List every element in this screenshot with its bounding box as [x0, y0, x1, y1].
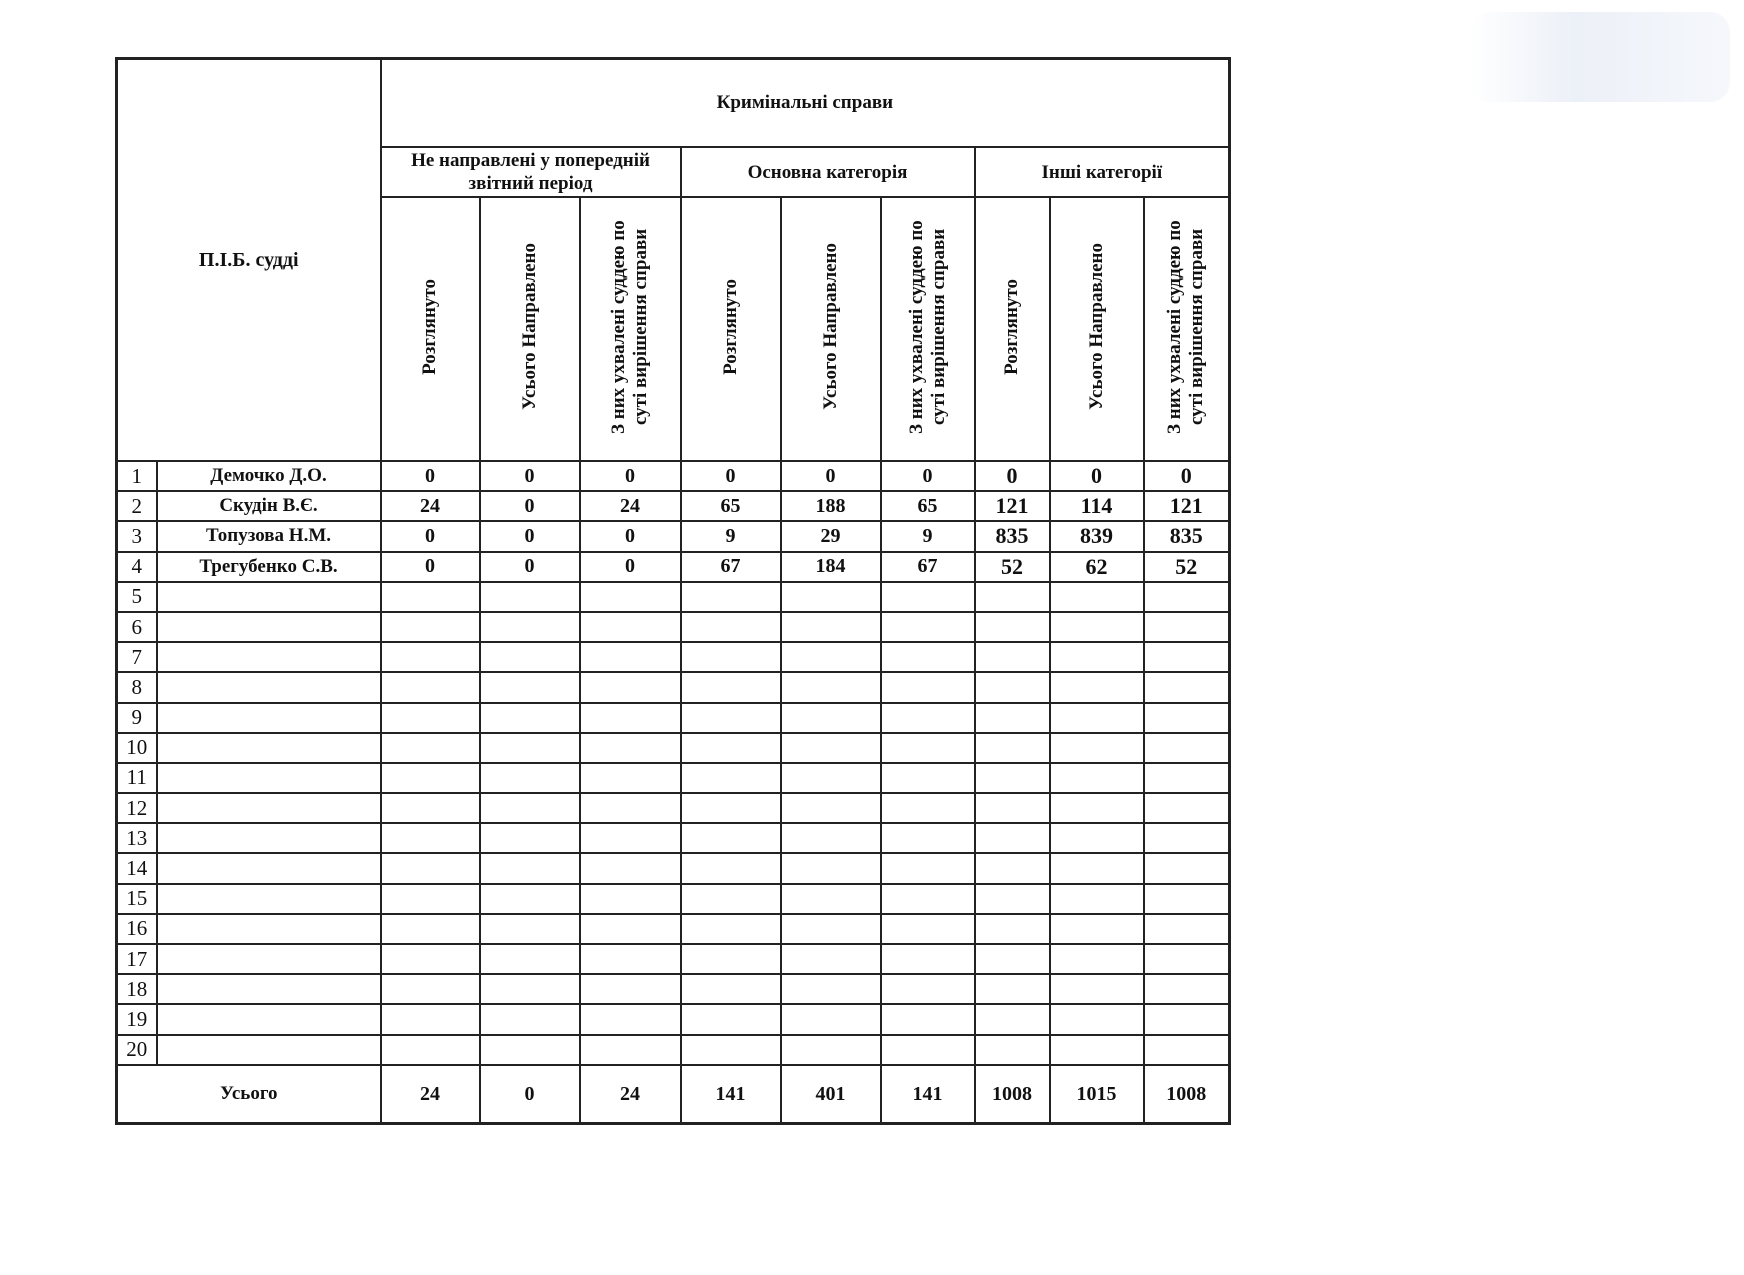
value-cell: [681, 703, 781, 733]
value-cell: [781, 884, 881, 914]
value-cell: 52: [975, 552, 1050, 582]
value-cell: 67: [881, 552, 975, 582]
judge-name: [157, 642, 381, 672]
row-number: 6: [117, 612, 157, 642]
value-cell: [381, 612, 480, 642]
subcolumn-header: Розглянуто: [975, 197, 1050, 461]
table-row: [117, 763, 1230, 793]
judge-name: [157, 672, 381, 702]
group-header-not-sent: Не направлені у попередній звітний період: [381, 147, 681, 197]
value-cell: [480, 582, 580, 612]
value-cell: [580, 703, 681, 733]
value-cell: [580, 733, 681, 763]
value-cell: 9: [881, 521, 975, 551]
value-cell: [381, 642, 480, 672]
value-cell: [681, 974, 781, 1004]
value-cell: [881, 853, 975, 883]
value-cell: [881, 763, 975, 793]
value-cell: [1050, 793, 1144, 823]
judge-name: [157, 823, 381, 853]
value-cell: [1050, 944, 1144, 974]
value-cell: 62: [1050, 552, 1144, 582]
value-cell: [580, 612, 681, 642]
value-cell: 0: [580, 521, 681, 551]
judge-name: [157, 1004, 381, 1034]
value-cell: [781, 703, 881, 733]
judge-name: [157, 944, 381, 974]
value-cell: [381, 793, 480, 823]
value-cell: [1050, 642, 1144, 672]
value-cell: 0: [381, 552, 480, 582]
row-number: 18: [117, 974, 157, 1004]
value-cell: [1050, 853, 1144, 883]
value-cell: 839: [1050, 521, 1144, 551]
value-cell: [580, 672, 681, 702]
value-cell: [881, 733, 975, 763]
value-cell: [881, 823, 975, 853]
value-cell: [781, 612, 881, 642]
value-cell: [480, 944, 580, 974]
table-row: [117, 733, 1230, 763]
value-cell: 0: [681, 461, 781, 491]
judge-name: [157, 974, 381, 1004]
value-cell: [580, 853, 681, 883]
value-cell: [1144, 974, 1230, 1004]
total-cell: 1008: [1144, 1065, 1230, 1124]
value-cell: [1144, 944, 1230, 974]
total-cell: 24: [381, 1065, 480, 1124]
value-cell: [1050, 612, 1144, 642]
value-cell: 0: [381, 461, 480, 491]
value-cell: 24: [580, 491, 681, 521]
value-cell: [381, 1035, 480, 1065]
value-cell: [1050, 884, 1144, 914]
value-cell: [975, 823, 1050, 853]
value-cell: [681, 914, 781, 944]
value-cell: 0: [480, 461, 580, 491]
total-cell: 0: [480, 1065, 580, 1124]
value-cell: [1050, 1035, 1144, 1065]
total-cell: 141: [881, 1065, 975, 1124]
value-cell: [381, 582, 480, 612]
row-number: 1: [117, 461, 157, 491]
value-cell: [681, 793, 781, 823]
value-cell: [381, 733, 480, 763]
value-cell: [580, 823, 681, 853]
value-cell: [881, 793, 975, 823]
value-cell: [781, 944, 881, 974]
row-number: 20: [117, 1035, 157, 1065]
value-cell: 24: [381, 491, 480, 521]
value-cell: [480, 974, 580, 1004]
row-number: 17: [117, 944, 157, 974]
judge-name: Демочко Д.О.: [157, 461, 381, 491]
value-cell: 65: [681, 491, 781, 521]
row-number: 15: [117, 884, 157, 914]
value-cell: [781, 793, 881, 823]
value-cell: [1050, 1004, 1144, 1034]
value-cell: [480, 612, 580, 642]
value-cell: [781, 763, 881, 793]
value-cell: [1144, 823, 1230, 853]
judge-name: [157, 703, 381, 733]
value-cell: [781, 1004, 881, 1034]
value-cell: [881, 1004, 975, 1034]
value-cell: [681, 853, 781, 883]
total-cell: 1008: [975, 1065, 1050, 1124]
value-cell: [1144, 733, 1230, 763]
judge-name: Топузова Н.М.: [157, 521, 381, 551]
judges-criminal-cases-table: [115, 57, 1231, 1125]
value-cell: [1050, 703, 1144, 733]
value-cell: [381, 944, 480, 974]
value-cell: 9: [681, 521, 781, 551]
value-cell: [580, 914, 681, 944]
value-cell: [381, 703, 480, 733]
value-cell: [480, 914, 580, 944]
value-cell: [975, 763, 1050, 793]
value-cell: [580, 1004, 681, 1034]
value-cell: [881, 884, 975, 914]
value-cell: [975, 1035, 1050, 1065]
value-cell: [580, 884, 681, 914]
value-cell: [1144, 1035, 1230, 1065]
judge-name: [157, 582, 381, 612]
value-cell: 0: [1144, 461, 1230, 491]
value-cell: [1050, 582, 1144, 612]
subcolumn-header: Усього Направлено: [781, 197, 881, 461]
table-row: [117, 944, 1230, 974]
value-cell: 835: [1144, 521, 1230, 551]
subcolumn-header: Розглянуто: [381, 197, 480, 461]
subcolumn-header: Усього Направлено: [1050, 197, 1144, 461]
value-cell: [1144, 582, 1230, 612]
table-row: [117, 884, 1230, 914]
value-cell: [681, 944, 781, 974]
value-cell: [580, 974, 681, 1004]
table-row: [117, 612, 1230, 642]
judge-name: [157, 884, 381, 914]
table-row: [117, 914, 1230, 944]
value-cell: [781, 823, 881, 853]
value-cell: [975, 944, 1050, 974]
judge-name: [157, 914, 381, 944]
value-cell: [975, 853, 1050, 883]
table-row: [117, 1004, 1230, 1034]
value-cell: [480, 1035, 580, 1065]
value-cell: 29: [781, 521, 881, 551]
judge-name: [157, 793, 381, 823]
value-cell: [381, 672, 480, 702]
value-cell: 0: [781, 461, 881, 491]
value-cell: [681, 823, 781, 853]
row-number: 19: [117, 1004, 157, 1034]
value-cell: [1144, 703, 1230, 733]
value-cell: 114: [1050, 491, 1144, 521]
value-cell: [381, 974, 480, 1004]
value-cell: [1144, 853, 1230, 883]
table-row: [117, 974, 1230, 1004]
table-row: [117, 793, 1230, 823]
table-row: [117, 552, 1230, 582]
value-cell: [975, 703, 1050, 733]
table-row: [117, 1035, 1230, 1065]
value-cell: 52: [1144, 552, 1230, 582]
value-cell: [681, 642, 781, 672]
value-cell: [681, 763, 781, 793]
value-cell: [781, 914, 881, 944]
value-cell: 0: [881, 461, 975, 491]
table-row: [117, 521, 1230, 551]
value-cell: [1144, 1004, 1230, 1034]
value-cell: [975, 582, 1050, 612]
judge-name: [157, 763, 381, 793]
value-cell: [975, 884, 1050, 914]
value-cell: [480, 703, 580, 733]
value-cell: [1144, 763, 1230, 793]
value-cell: [881, 944, 975, 974]
value-cell: [480, 733, 580, 763]
table-row: [117, 582, 1230, 612]
row-number: 7: [117, 642, 157, 672]
value-cell: 65: [881, 491, 975, 521]
value-cell: [881, 672, 975, 702]
table-row: [117, 823, 1230, 853]
value-cell: [1144, 672, 1230, 702]
row-number: 11: [117, 763, 157, 793]
total-label: Усього: [117, 1065, 381, 1124]
value-cell: 184: [781, 552, 881, 582]
judge-name: [157, 1035, 381, 1065]
value-cell: [381, 823, 480, 853]
value-cell: [975, 733, 1050, 763]
row-number: 10: [117, 733, 157, 763]
row-number: 8: [117, 672, 157, 702]
value-cell: [975, 642, 1050, 672]
value-cell: [381, 1004, 480, 1034]
subcolumn-header: Розглянуто: [681, 197, 781, 461]
total-cell: 141: [681, 1065, 781, 1124]
value-cell: [1144, 612, 1230, 642]
value-cell: [881, 582, 975, 612]
value-cell: 0: [480, 521, 580, 551]
value-cell: 0: [480, 491, 580, 521]
scan-smudge: [1470, 12, 1730, 102]
subcolumn-header: З них ухвалені суддею по суті вирішення справи: [881, 197, 975, 461]
value-cell: [681, 884, 781, 914]
total-row: [117, 1065, 1230, 1124]
value-cell: [1050, 672, 1144, 702]
value-cell: [881, 914, 975, 944]
value-cell: [881, 1035, 975, 1065]
value-cell: [975, 914, 1050, 944]
value-cell: [480, 672, 580, 702]
value-cell: [781, 672, 881, 702]
value-cell: [480, 884, 580, 914]
value-cell: [881, 642, 975, 672]
value-cell: [681, 733, 781, 763]
value-cell: [381, 763, 480, 793]
judge-name: [157, 612, 381, 642]
table-row: [117, 642, 1230, 672]
value-cell: [381, 914, 480, 944]
subcolumn-header: З них ухвалені суддею по суті вирішення справи: [1144, 197, 1230, 461]
value-cell: [781, 1035, 881, 1065]
table-title: Кримінальні справи: [381, 59, 1230, 148]
total-cell: 24: [580, 1065, 681, 1124]
value-cell: [580, 1035, 681, 1065]
subcolumn-header: З них ухвалені суддею по суті вирішення справи: [580, 197, 681, 461]
value-cell: 0: [580, 461, 681, 491]
row-number: 4: [117, 552, 157, 582]
row-number: 12: [117, 793, 157, 823]
value-cell: [580, 944, 681, 974]
value-cell: [480, 1004, 580, 1034]
value-cell: [1144, 884, 1230, 914]
group-header-other-categories: Інші категорії: [975, 147, 1230, 197]
row-number: 16: [117, 914, 157, 944]
value-cell: 835: [975, 521, 1050, 551]
total-cell: 401: [781, 1065, 881, 1124]
table-row: [117, 703, 1230, 733]
value-cell: [881, 974, 975, 1004]
value-cell: [1144, 793, 1230, 823]
row-number: 13: [117, 823, 157, 853]
value-cell: 0: [480, 552, 580, 582]
value-cell: [781, 974, 881, 1004]
value-cell: [975, 672, 1050, 702]
value-cell: [1050, 733, 1144, 763]
row-number: 9: [117, 703, 157, 733]
value-cell: [580, 763, 681, 793]
value-cell: [480, 823, 580, 853]
value-cell: [580, 642, 681, 672]
table-row: [117, 491, 1230, 521]
value-cell: [580, 582, 681, 612]
value-cell: [781, 853, 881, 883]
value-cell: [1144, 642, 1230, 672]
value-cell: 121: [975, 491, 1050, 521]
value-cell: [381, 853, 480, 883]
value-cell: [681, 1004, 781, 1034]
value-cell: [580, 793, 681, 823]
value-cell: [1050, 763, 1144, 793]
value-cell: [1050, 914, 1144, 944]
value-cell: 0: [975, 461, 1050, 491]
subcolumn-header: Усього Направлено: [480, 197, 580, 461]
value-cell: [975, 974, 1050, 1004]
value-cell: [975, 612, 1050, 642]
judge-name: [157, 733, 381, 763]
value-cell: [681, 672, 781, 702]
pib-header: П.І.Б. судді: [117, 59, 381, 462]
table-row: [117, 853, 1230, 883]
value-cell: [781, 733, 881, 763]
value-cell: [781, 642, 881, 672]
value-cell: [881, 703, 975, 733]
value-cell: 0: [1050, 461, 1144, 491]
value-cell: [480, 763, 580, 793]
row-number: 3: [117, 521, 157, 551]
judge-name: Скудін В.Є.: [157, 491, 381, 521]
value-cell: [681, 1035, 781, 1065]
judge-name: [157, 853, 381, 883]
value-cell: [681, 582, 781, 612]
value-cell: [975, 793, 1050, 823]
value-cell: [480, 853, 580, 883]
row-number: 14: [117, 853, 157, 883]
row-number: 2: [117, 491, 157, 521]
value-cell: [881, 612, 975, 642]
value-cell: 121: [1144, 491, 1230, 521]
value-cell: 188: [781, 491, 881, 521]
value-cell: 67: [681, 552, 781, 582]
value-cell: [975, 1004, 1050, 1034]
value-cell: 0: [381, 521, 480, 551]
judge-name: Трегубенко С.В.: [157, 552, 381, 582]
total-cell: 1015: [1050, 1065, 1144, 1124]
value-cell: [1050, 823, 1144, 853]
value-cell: [381, 884, 480, 914]
value-cell: 0: [580, 552, 681, 582]
value-cell: [681, 612, 781, 642]
table-body: [117, 461, 1230, 1065]
value-cell: [1050, 974, 1144, 1004]
value-cell: [480, 642, 580, 672]
row-number: 5: [117, 582, 157, 612]
table-row: [117, 672, 1230, 702]
value-cell: [480, 793, 580, 823]
value-cell: [781, 582, 881, 612]
table-row: [117, 461, 1230, 491]
group-header-main-category: Основна категорія: [681, 147, 975, 197]
value-cell: [1144, 914, 1230, 944]
